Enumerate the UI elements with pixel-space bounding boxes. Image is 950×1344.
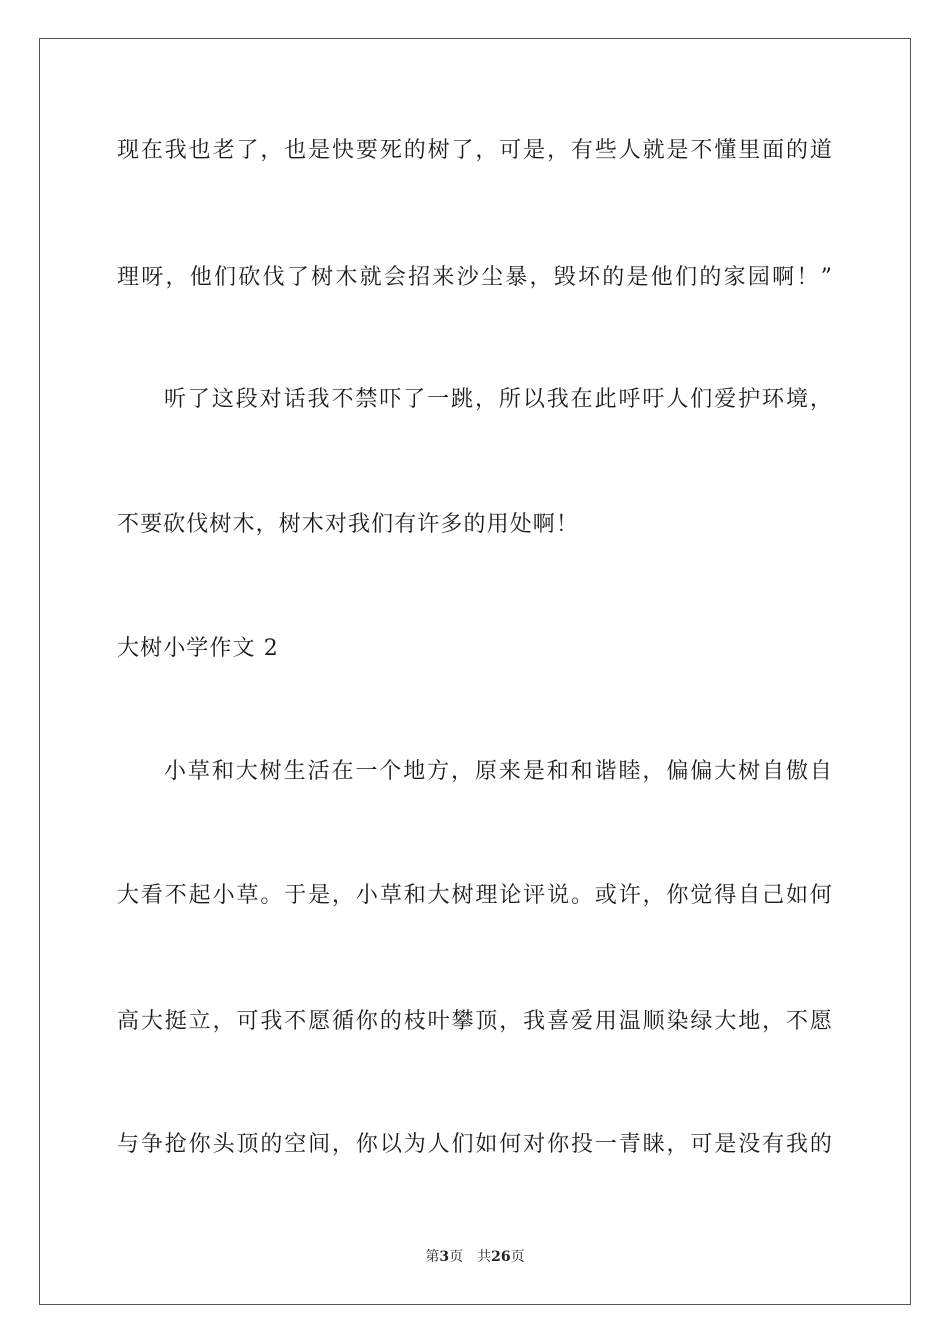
text-line-7: 高大挺立，可我不愿循你的枝叶攀顶，我喜爱用温顺染绿大地，不愿	[117, 1009, 833, 1034]
page-total: 26	[491, 1249, 511, 1265]
text-line-4: 不要砍伐树木，树木对我们有许多的用处啊！	[117, 512, 580, 537]
total-prefix: 共	[477, 1249, 492, 1265]
page-current: 3	[439, 1249, 450, 1265]
text-line-1: 现在我也老了，也是快要死的树了，可是，有些人就是不懂里面的道	[117, 138, 833, 163]
text-line-2: 理呀，他们砍伐了树木就会招来沙尘暴，毁坏的是他们的家园啊！”	[117, 265, 833, 290]
text-line-3-paragraph-start: 听了这段对话我不禁吓了一跳，所以我在此呼吁人们爱护环境，	[164, 387, 833, 412]
text-line-6: 大看不起小草。于是，小草和大树理论评说。或许，你觉得自己如何	[117, 883, 833, 908]
page-prefix: 第	[425, 1249, 440, 1265]
section-heading: 大树小学作文 2	[117, 636, 279, 661]
page-footer	[0, 1248, 950, 1266]
text-line-8: 与争抢你头顶的空间，你以为人们如何对你投一青睐，可是没有我的	[117, 1132, 833, 1157]
text-line-5-paragraph-start: 小草和大树生活在一个地方，原来是和和谐睦，偏偏大树自傲自	[164, 759, 833, 784]
page-border	[39, 38, 911, 1305]
total-suffix: 页	[510, 1249, 525, 1265]
page-suffix: 页	[449, 1249, 464, 1265]
